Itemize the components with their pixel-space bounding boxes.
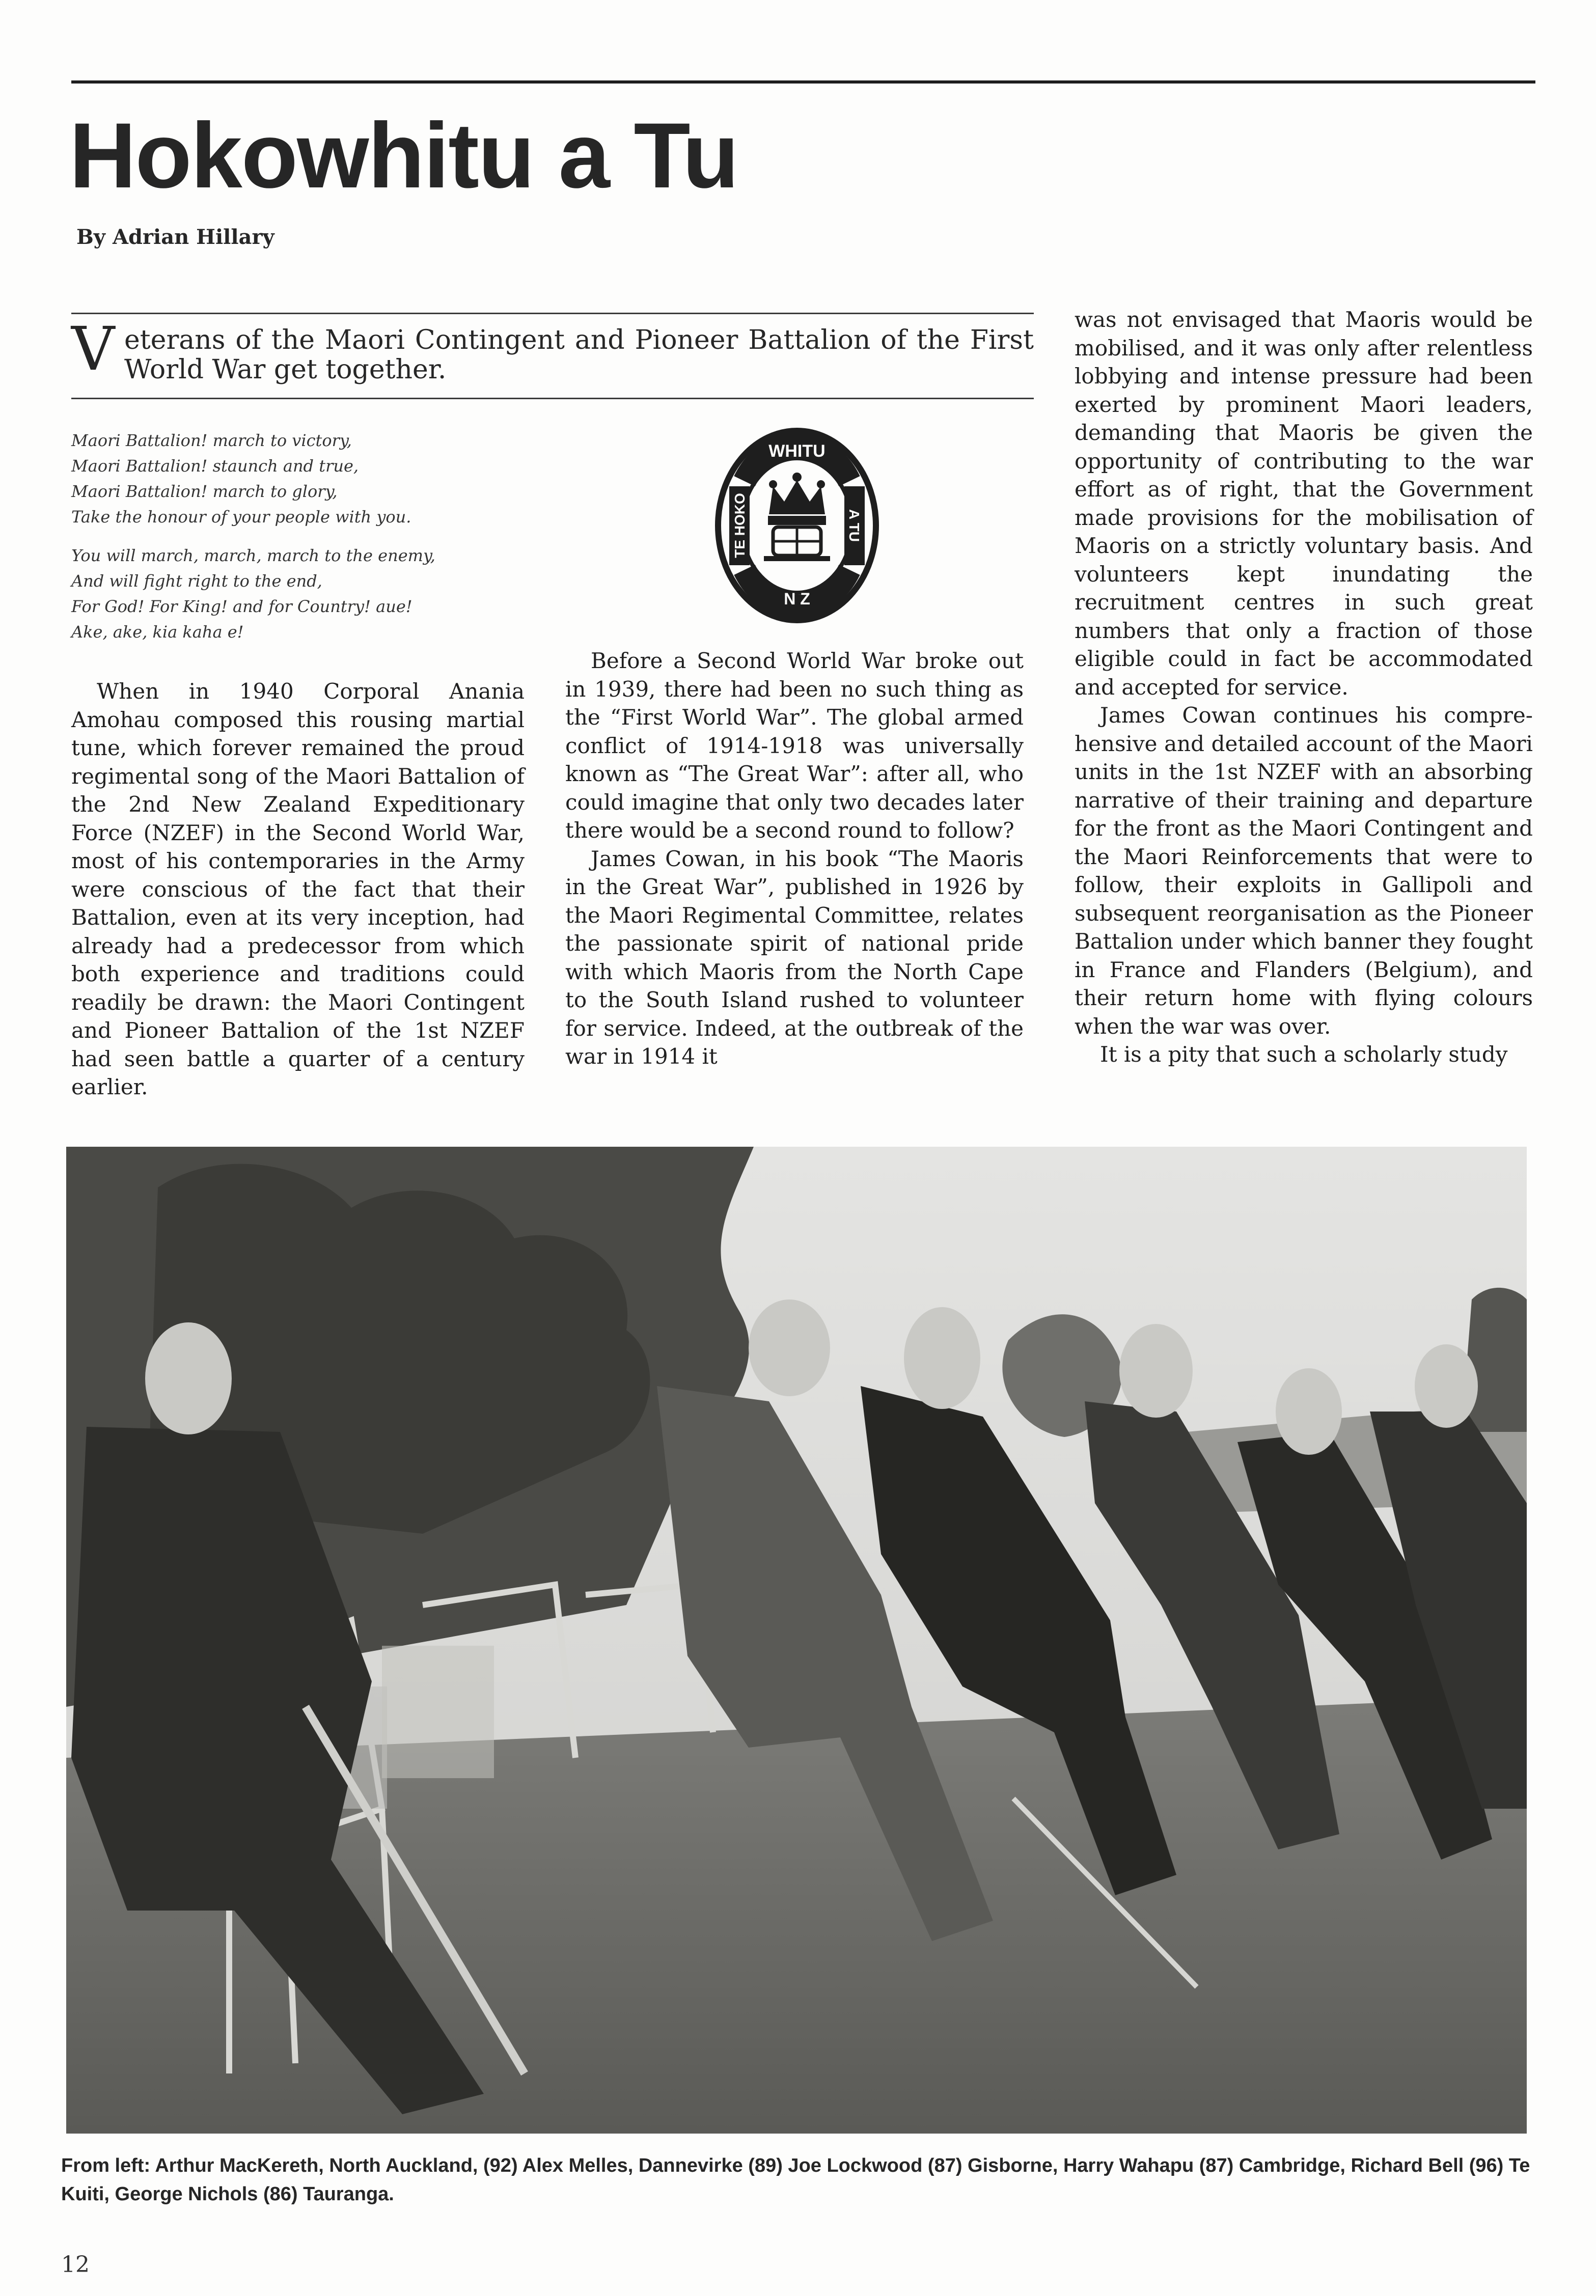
article-title: Hokowhitu a Tu — [69, 103, 738, 207]
body-column-2 — [565, 647, 1024, 1071]
page-number: 12 — [61, 2252, 90, 2278]
poem-line: Take the honour of your people with you. — [71, 507, 411, 527]
poem-line: Maori Battalion! staunch and true, — [71, 456, 359, 476]
veterans-photo-illustration — [66, 1147, 1527, 2134]
body-paragraph: was not envisaged that Maoris would be mobilised, and it was only after relentless lobbying and intense pressure had been exerted by prominent Maori leaders, demanding that Maoris be given the opportunity of contributing to the war effort as of right, that the Government made provisions for the mobilisation of Maoris on a strictly voluntary basis. And volunteers kept inundating the recruitment centres in such great numbers that only a fraction of those eligible could in fact be accommodated and accepted for service. — [1075, 307, 1533, 700]
byline: By Adrian Hillary — [76, 225, 274, 249]
poem-stanza-1 — [71, 428, 530, 530]
song-lyrics — [71, 428, 530, 658]
badge-text-top: WHITU — [768, 441, 825, 461]
veterans-photo — [66, 1147, 1527, 2134]
body-paragraph: When in 1940 Corporal Anania Amohau composed this rousing martial tune, which forever remained the proud regimental song of the Maori Battalion of the 2nd New Zealand Expeditionary Force (NZEF) in the Second World War, most of his contemporaries in the Army were conscious of the fact that their Battalion, even at its very inception, had already had a predecessor from which both experience and traditions could readily be drawn: the Maori Contingent and Pioneer Battalion of the 1st NZEF had seen battle a quarter of a century earlier. — [71, 679, 525, 1099]
badge-text-right: A TU — [846, 509, 862, 542]
badge-text-left: TE HOKO — [732, 493, 748, 558]
body-column-3 — [1075, 306, 1533, 1069]
badge-text-bottom: N Z — [784, 590, 810, 608]
hokowhitu-a-tu-badge — [713, 425, 881, 626]
poem-line: Maori Battalion! march to victory, — [71, 431, 352, 450]
body-paragraph: It is a pity that such a scholarly study — [1100, 1042, 1508, 1067]
poem-line: And will fight right to the end, — [71, 571, 322, 591]
poem-line: Maori Battalion! march to glory, — [71, 482, 338, 501]
top-rule — [71, 80, 1535, 84]
standfirst — [71, 313, 1034, 399]
body-paragraph: James Cowan, in his book “The Maoris in the Great War”, published in 1926 by the Maori Regimental Committee, relates the passionate spirit of national pride with which Maoris from the North Cape to the South Island rushed to volunteer for service. Indeed, at the outbreak of the war in 1914 it — [565, 846, 1024, 1069]
body-column-1 — [71, 677, 525, 1101]
photo-caption: From left: Arthur MacKereth, North Auckland, (92) Alex Melles, Dannevirke (89) Joe Lockwood (87) Gisborne, Harry Wahapu (87) Cambridge, Richard Bell (96) Te Kuiti, George Nichols (86) Tauranga. — [61, 2155, 1530, 2205]
body-paragraph: Before a Second World War broke out in 1939, there had been no such thing as the “First World War”. The global armed conflict of 1914-1918 was universally known as “The Great War”: after all, who could imagine that only two decades later there would be a second round to follow? — [565, 648, 1024, 843]
poem-line: Ake, ake, kia kaha e! — [71, 622, 244, 642]
standfirst-dropcap: V — [71, 314, 115, 384]
poem-stanza-2 — [71, 543, 530, 645]
poem-line: For God! For King! and for Country! aue! — [71, 597, 412, 616]
poem-line: You will march, march, march to the enemy, — [71, 546, 435, 565]
standfirst-text: eterans of the Maori Contingent and Pioneer Battalion of the First World War get together. — [124, 325, 1034, 385]
body-paragraph: James Cowan continues his comprehensive and detailed account of the Maori units in the 1st NZEF with an absorbing narrative of their training and departure for the front as the Maori Contingent and the Maori Reinforcements that were to follow, their exploits in Gallipoli and subsequent reorganisation as the Pioneer Battalion under which banner they fought in France and Flanders (Belgium), and their return home with flying colours when the war was over. — [1075, 703, 1533, 1039]
